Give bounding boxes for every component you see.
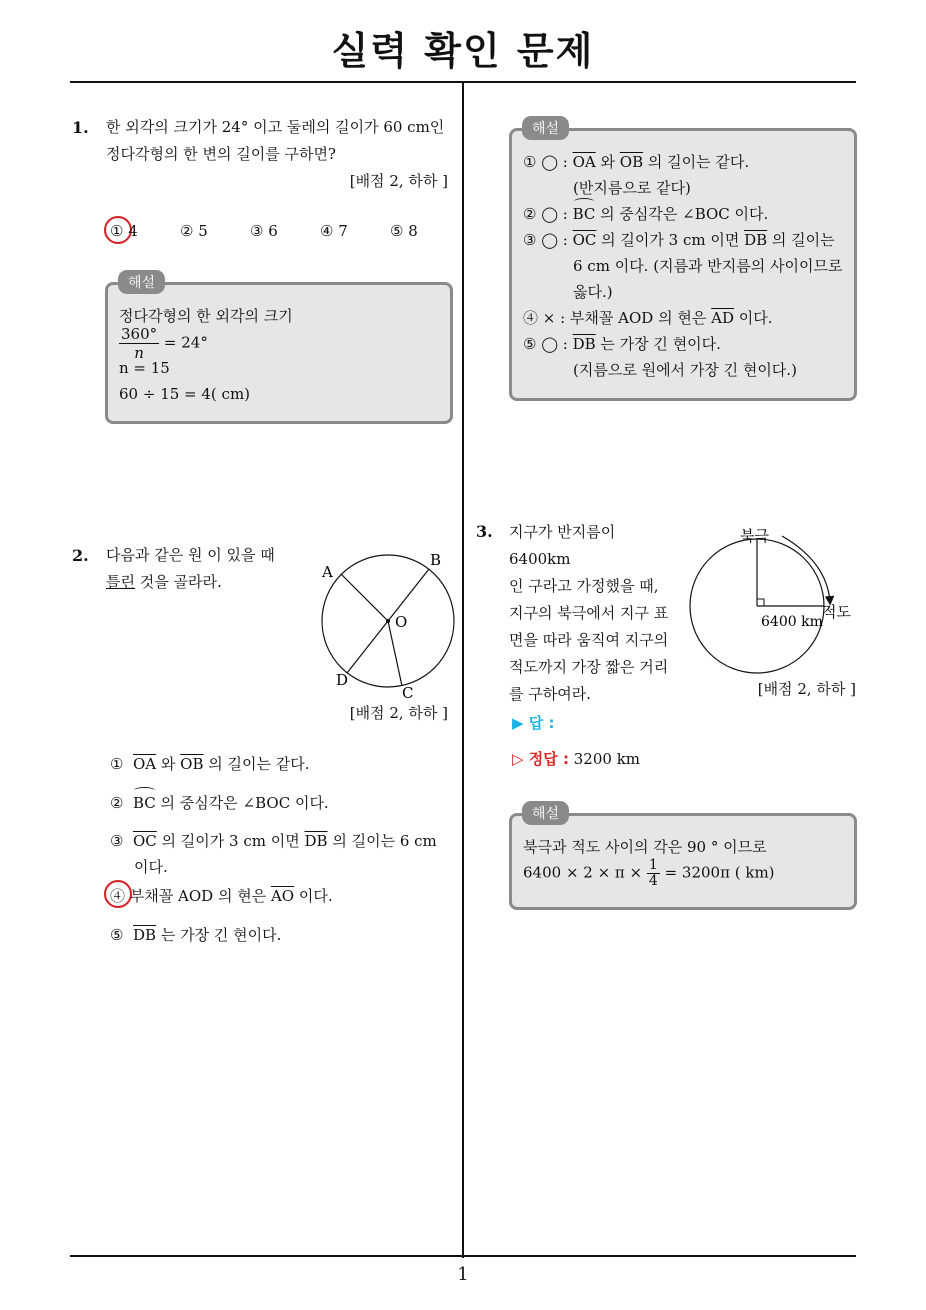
right-angle-mark	[757, 599, 764, 606]
explanation-line	[523, 305, 773, 331]
explanation-text: 의 길이가 3 cm 이면	[596, 231, 745, 249]
explanation-tag: 해설	[522, 801, 569, 825]
explanation-tag: 해설	[118, 270, 165, 294]
option-number: ①	[110, 755, 124, 773]
option-number: ③	[110, 832, 124, 850]
label-D: D	[336, 671, 349, 689]
explanation-line: 북극과 적도 사이의 각은 90 ° 이므로	[523, 838, 767, 856]
arc: BC	[573, 201, 596, 227]
score-label: [배점 2, 하하 ]	[349, 704, 448, 722]
explanation-line	[523, 227, 835, 253]
explanation-line: 옳다.)	[573, 283, 613, 301]
explanation-equation	[523, 858, 775, 889]
explanation-line: (지름으로 원에서 가장 긴 현이다.)	[573, 361, 797, 379]
segment-OA	[341, 574, 388, 621]
segment: $\overline{OC}$	[133, 832, 157, 850]
explanation-line	[523, 201, 768, 227]
option-3: ③ 6	[250, 222, 278, 240]
explanation-line	[523, 149, 749, 175]
label-O: O	[395, 613, 408, 631]
explanation-line	[523, 331, 721, 357]
segment: $\overline{OA}$	[572, 153, 596, 171]
question-text-line: 한 외각의 크기가 24° 이고 둘레의 길이가 60 cm인	[106, 118, 445, 136]
score-label: [배점 2, 하하 ]	[349, 172, 448, 190]
label-A: A	[322, 563, 333, 581]
option-number: ⑤	[110, 926, 124, 944]
option-4: ④ 7	[320, 222, 348, 240]
option-number: ②	[110, 794, 124, 812]
segment: $\overline{AO}$	[270, 887, 295, 905]
explanation-text: 와	[595, 153, 620, 171]
arc: BC	[133, 790, 156, 816]
option-number: ④	[110, 887, 126, 905]
explanation-text: ⑤ ◯ :	[523, 335, 573, 353]
segment: $\overline{OC}$	[572, 231, 597, 249]
explanation-text: 이다.	[733, 309, 773, 327]
earth-figure	[682, 522, 862, 682]
option-text: 의 길이는 6 cm	[327, 832, 437, 850]
question-number: 1.	[72, 118, 89, 137]
label-B: B	[430, 551, 442, 569]
explanation-text: ① ◯ :	[523, 153, 573, 171]
equation-left: 6400 × 2 × π ×	[523, 863, 647, 882]
label-radius: 6400 km	[761, 614, 823, 630]
option-text: 부채꼴 AOD 의 현은	[125, 887, 271, 905]
question-text-line: 지구가 반지름이 6400km	[509, 523, 616, 568]
label-C: C	[402, 684, 414, 702]
answer-label: ▶ 답 :	[512, 714, 555, 732]
page-title: 실력 확인 문제	[331, 29, 595, 73]
segment: $\overline{DB}$	[133, 926, 157, 944]
fraction-denominator: n	[134, 344, 144, 362]
option-text: 와	[156, 755, 181, 773]
label-equator: 적도	[822, 603, 851, 621]
option-2	[110, 790, 329, 816]
segment: $\overline{AD}$	[711, 309, 734, 327]
center-point	[386, 619, 390, 623]
correct-value: 3200 km	[573, 750, 641, 768]
question-number: 2.	[72, 546, 89, 565]
question-2-text	[106, 542, 306, 596]
question-text-line: 적도까지 가장 짧은 거리	[509, 658, 669, 676]
option-2: ② 5	[180, 222, 208, 240]
explanation-box	[509, 813, 857, 910]
explanation-line: (반지름으로 같다)	[573, 179, 691, 197]
score-label: [배점 2, 하하 ]	[757, 680, 856, 698]
option-text: 의 길이는 같다.	[203, 755, 310, 773]
equation-right: = 3200π ( km)	[664, 863, 775, 882]
explanation-box	[509, 128, 857, 401]
explanation-line: 60 ÷ 15 = 4( cm)	[119, 385, 251, 403]
segment: $\overline{DB}$	[572, 335, 596, 353]
option-3	[110, 828, 437, 854]
explanation-box	[105, 282, 453, 424]
question-1-text	[106, 114, 451, 168]
fraction	[647, 858, 660, 889]
question-text-line: 지구의 북극에서 지구 표	[509, 604, 669, 622]
explanation-text: 는 가장 긴 현이다.	[595, 335, 721, 353]
question-text-line: 다음과 같은 원 이 있을 때	[106, 546, 275, 564]
question-text-line: 면을 따라 움직여 지구의	[509, 631, 669, 649]
explanation-line: 정다각형의 한 외각의 크기	[119, 307, 293, 325]
correct-label: ▷ 정답 :	[512, 750, 569, 768]
option-4	[110, 883, 333, 909]
underlined-word: 틀린	[106, 573, 135, 591]
segment: $\overline{DB}$	[744, 231, 768, 249]
option-text: 의 중심각은 ∠BOC 이다.	[155, 794, 329, 812]
correct-answer	[512, 746, 640, 772]
segment: $\overline{DB}$	[304, 832, 328, 850]
explanation-text: ② ◯ :	[523, 205, 573, 223]
fraction-numerator: 1	[648, 857, 658, 873]
option-text: 의 길이가 3 cm 이면	[156, 832, 305, 850]
footer-rule	[70, 1255, 856, 1257]
explanation-line: n = 15	[119, 359, 170, 377]
explanation-text: ④ × : 부채꼴 AOD 의 현은	[523, 309, 712, 327]
question-text-line: 정다각형의 한 변의 길이를 구하면?	[106, 145, 336, 163]
option-5: ⑤ 8	[390, 222, 418, 240]
explanation-text: 의 중심각은 ∠BOC 이다.	[595, 205, 769, 223]
segment: $\overline{OB}$	[619, 153, 644, 171]
question-text-line: 인 구라고 가정했을 때,	[509, 577, 659, 595]
fraction-denominator: 4	[648, 873, 658, 889]
option-1	[110, 751, 310, 777]
label-north-pole: 북극	[740, 527, 769, 545]
question-text-line	[106, 569, 306, 596]
question-number: 3.	[476, 522, 493, 541]
circle-figure	[312, 545, 462, 705]
explanation-text: ③ ◯ :	[523, 231, 573, 249]
option-5	[110, 922, 281, 948]
question-text-rest: 것을 골라라.	[134, 573, 222, 591]
segment: $\overline{OA}$	[133, 755, 157, 773]
page-number: 1	[457, 1264, 469, 1285]
option-3-continuation: 이다.	[134, 858, 168, 876]
option-text: 이다.	[294, 887, 333, 905]
fraction-numerator: 360°	[121, 325, 158, 343]
explanation-text: 의 길이는 같다.	[643, 153, 750, 171]
question-text-line: 를 구하여라.	[509, 685, 591, 703]
option-1: ① 4	[110, 222, 138, 240]
explanation-text: 의 길이는	[767, 231, 835, 249]
option-text: 는 가장 긴 현이다.	[156, 926, 282, 944]
fraction-rhs: = 24°	[163, 333, 208, 352]
column-divider	[462, 82, 464, 1258]
explanation-tag: 해설	[522, 116, 569, 140]
explanation-line: 6 cm 이다. (지름과 반지름의 사이이므로	[573, 257, 843, 275]
question-3-text	[509, 519, 674, 708]
segment: $\overline{OB}$	[180, 755, 204, 773]
